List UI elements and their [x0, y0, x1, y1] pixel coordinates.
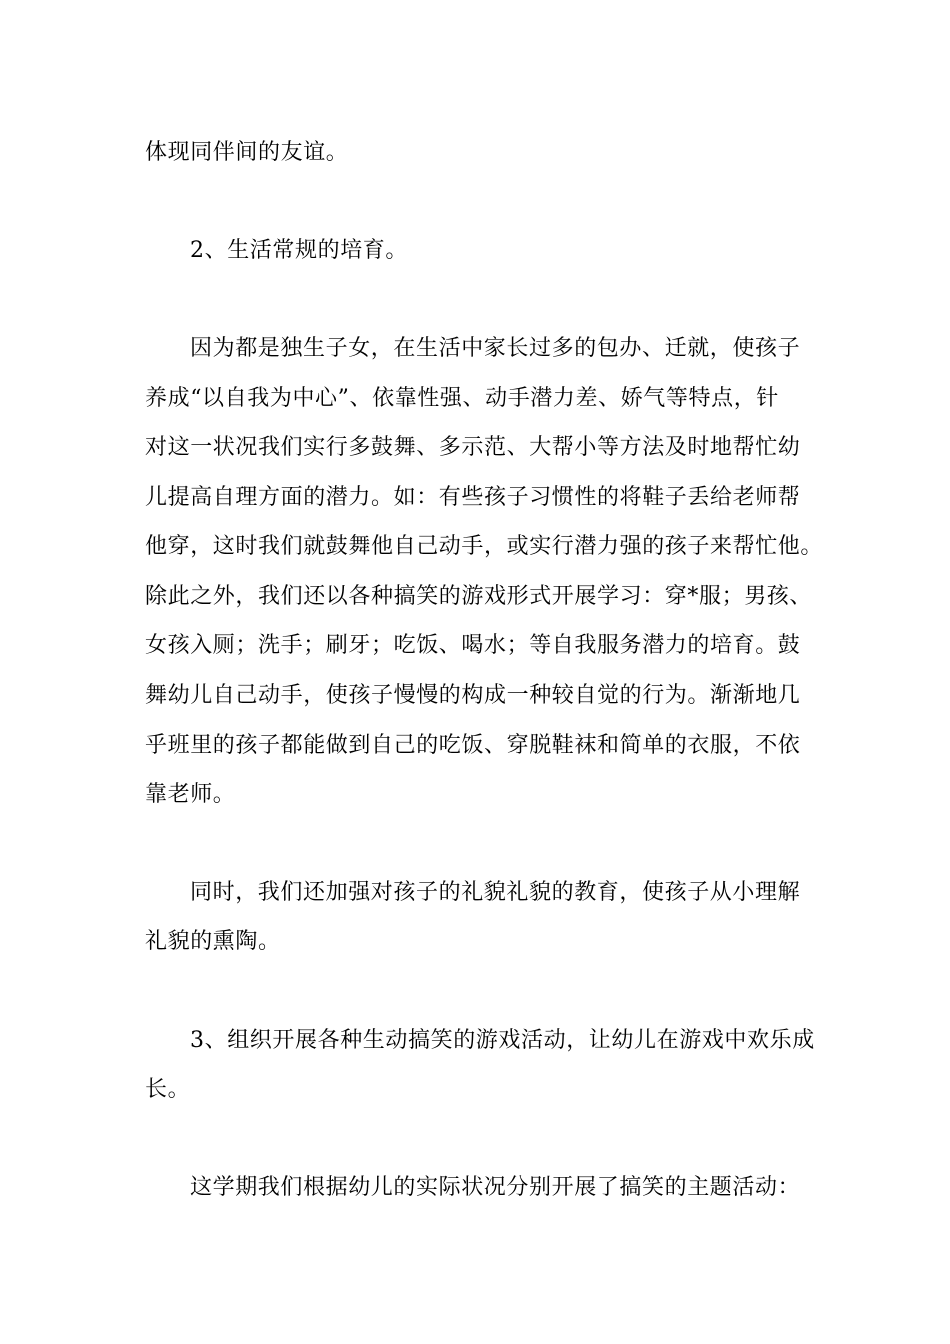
- text-line: 他穿，这时我们就鼓舞他自己动手，或实行潜力强的孩子来帮忙他。: [145, 534, 824, 559]
- text-line: 因为都是独生子女，在生活中家长过多的包办、迁就，使孩子: [190, 336, 801, 361]
- text-line: 乎班里的孩子都能做到自己的吃饭、穿脱鞋袜和简单的衣服，不依: [145, 733, 801, 758]
- text-line: 礼貌的熏陶。: [145, 929, 281, 954]
- text-line: 这学期我们根据幼儿的实际状况分别开展了搞笑的主题活动：: [190, 1175, 801, 1200]
- text-line: 舞幼儿自己动手，使孩子慢慢的构成一种较自觉的行为。渐渐地几: [145, 683, 801, 708]
- text-line: 对这一状况我们实行多鼓舞、多示范、大帮小等方法及时地帮忙幼: [145, 435, 801, 460]
- text-line: 除此之外，我们还以各种搞笑的游戏形式开展学习：穿*服；男孩、: [145, 584, 813, 609]
- section-heading: 3、组织开展各种生动搞笑的游戏活动，让幼儿在游戏中欢乐成: [190, 1028, 815, 1053]
- text-line: 长。: [145, 1077, 191, 1102]
- text-line: 体现同伴间的友谊。: [145, 140, 349, 165]
- text-line: 养成“以自我为中心”、依靠性强、动手潜力差、娇气等特点，针: [145, 386, 779, 411]
- section-heading: 2、生活常规的培育。: [190, 238, 408, 263]
- text-line: 靠老师。: [145, 782, 236, 807]
- text-line: 同时，我们还加强对孩子的礼貌礼貌的教育，使孩子从小理解: [190, 880, 801, 905]
- text-line: 儿提高自理方面的潜力。如：有些孩子习惯性的将鞋子丢给老师帮: [145, 485, 801, 510]
- text-line: 女孩入厕；洗手；刷牙；吃饭、喝水；等自我服务潜力的培育。鼓: [145, 633, 801, 658]
